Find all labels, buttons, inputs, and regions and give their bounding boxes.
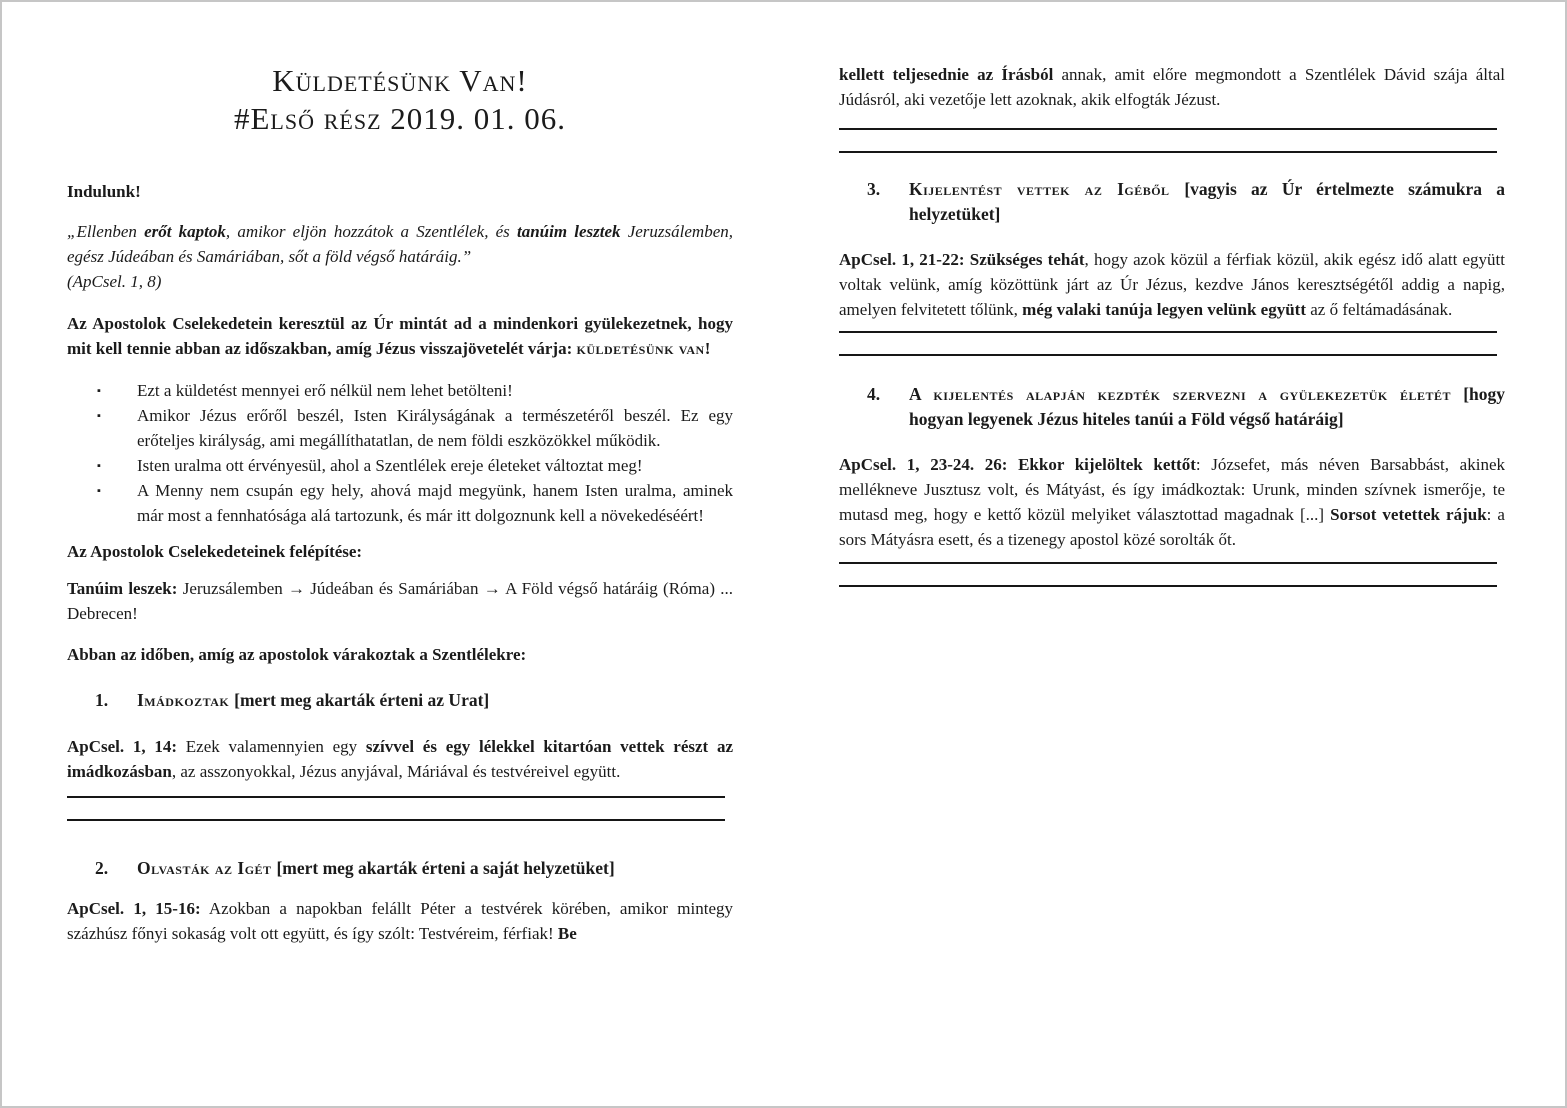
bullet-item	[67, 378, 733, 403]
verse-paragraph-apcsel-1-23-26	[839, 452, 1505, 552]
note-line	[67, 796, 725, 798]
scripture-quote-reference: (ApCsel. 1, 8)	[67, 272, 162, 291]
right-column	[839, 2, 1505, 587]
text-segment: Tanúim leszek:	[67, 579, 178, 598]
title-line-2: #Első rész 2019. 01. 06.	[233, 101, 567, 136]
text-segment: Kijelentést vettek az Igéből	[909, 179, 1185, 199]
text-segment: Azokban a napokban felállt Péter a testvérek körében, amikor mintegy százhúsz főnyi sokaság volt ott együtt, és így szólt: Testvéreim, férfiak!	[67, 899, 733, 943]
text-segment: A kijelentés alapján kezdték szervezni a gyülekezetük életét	[909, 384, 1464, 404]
structure-paragraph	[67, 576, 733, 626]
square-bullet-icon: ▪	[97, 460, 101, 472]
numbered-heading-4-text	[909, 384, 1505, 429]
verse-paragraph-apcsel-1-15-16	[67, 896, 733, 946]
title-line-1: Küldetésünk Van!	[272, 63, 528, 98]
text-segment: ApCsel. 1, 14:	[67, 737, 178, 756]
heading-waiting: Abban az időben, amíg az apostolok várakoztak a Szentlélekre:	[67, 645, 527, 664]
text-segment: [mert meg akarták érteni az Urat]	[234, 690, 490, 710]
text-segment: Jeruzsálemben → Júdeában és Samáriában → A Föld végső határáig (Róma) ... Debrecen!	[67, 579, 733, 623]
bullet-item	[67, 403, 733, 453]
text-segment: még valaki tanúja legyen velünk együtt	[1022, 300, 1306, 319]
text-segment: ApCsel. 1, 21-22: Szükséges tehát	[839, 250, 1085, 269]
numbered-heading-2	[67, 856, 733, 881]
text-segment: Az Apostolok Cselekedetein keresztül az Úr mintát ad a mindenkori gyülekezetnek, hogy mit kell tennie abban az időszakban, amíg Jézus visszajövetelét várja:	[67, 314, 733, 358]
text-segment: Jeruzsálemben, egész Júdeában és Samáriában, sőt a föld végső határáig.”	[67, 222, 733, 266]
numbered-heading-3-text	[909, 179, 1505, 224]
note-line	[839, 151, 1497, 153]
bullet-item	[67, 478, 733, 528]
text-segment: Be	[557, 924, 577, 943]
heading-structure: Az Apostolok Cselekedeteinek felépítése:	[67, 542, 363, 561]
square-bullet-icon: ▪	[97, 385, 101, 397]
numbered-heading-3	[839, 177, 1505, 227]
text-segment: Olvasták az Igét	[137, 858, 277, 878]
list-number-4: 4.	[867, 384, 881, 404]
note-lines-group	[839, 562, 1505, 587]
continued-paragraph	[839, 62, 1505, 112]
note-line	[839, 354, 1497, 356]
left-column	[67, 2, 733, 946]
text-segment: annak, amit előre megmondott a Szentlélek Dávid szája által Júdásról, aki vezetője lett azoknak, akik elfogták Jézust.	[839, 65, 1505, 109]
text-segment: erőt kaptok	[144, 222, 226, 241]
scripture-quote	[67, 219, 733, 269]
numbered-heading-2-text	[137, 858, 615, 878]
text-segment: [hogy hogyan legyenek Jézus hiteles tanúi a Föld végső határáig]	[909, 384, 1505, 429]
note-line	[839, 585, 1497, 587]
text-segment: [vagyis az Úr értelmezte számukra a helyzetüket]	[909, 179, 1505, 224]
bullet-list	[67, 378, 733, 528]
note-lines-group	[839, 128, 1505, 153]
heading-indulunk: Indulunk!	[67, 182, 141, 201]
square-bullet-icon: ▪	[97, 410, 101, 422]
note-lines-group	[67, 796, 733, 821]
note-line	[839, 128, 1497, 130]
bullet-text: A Menny nem csupán egy hely, ahová majd megyünk, hanem Isten uralma, aminek már most a fennhatósága alá tartozunk, és már itt dolgoznunk kell a növekedéséért!	[137, 481, 733, 525]
note-line	[67, 819, 725, 821]
note-lines-group	[839, 331, 1505, 356]
text-segment: ApCsel. 1, 15-16:	[67, 899, 201, 918]
text-segment: : Józsefet, más néven Barsabbást, akinek mellékneve Jusztusz volt, és Mátyást, és így imádkoztak: Urunk, minden szívnek ismerője, te mutasd meg, hogy e kettő közül melyiket választottad magadnak [...]	[839, 455, 1505, 524]
bullet-text: Amikor Jézus erőről beszél, Isten Királyságának a természetéről beszél. Ez egy erőteljes királyság, ami megállíthatatlan, de nem földi eszközökkel működik.	[137, 406, 733, 450]
text-segment: „Ellenben	[67, 222, 145, 241]
text-segment: : a sors Mátyásra esett, és a tizenegy apostol közé sorolták őt.	[839, 505, 1505, 549]
verse-paragraph-apcsel-1-21-22	[839, 247, 1505, 322]
text-segment: , az asszonyokkal, Jézus anyjával, Máriával és testvéreivel együtt.	[171, 762, 621, 781]
text-segment: Imádkoztak	[137, 690, 235, 710]
numbered-heading-1-text	[137, 690, 489, 710]
text-segment: [mert meg akarták érteni a saját helyzetüket]	[276, 858, 615, 878]
list-number-1: 1.	[95, 690, 109, 710]
document-title	[67, 62, 733, 138]
text-segment: az ő feltámadásának.	[1305, 300, 1453, 319]
bullet-text: Isten uralma ott érvényesül, ahol a Szentlélek ereje életeket változtat meg!	[137, 456, 643, 475]
text-segment: kellett teljesednie az Írásból	[839, 65, 1054, 84]
bullet-text: Ezt a küldetést mennyei erő nélkül nem lehet betölteni!	[137, 381, 513, 400]
text-segment: , hogy azok közül a férfiak közül, akik egész idő alatt együtt voltak velünk, amíg közöttünk járt az Úr Jézus, kezdve János keresztségétől addig a napig, amelyen felvitetett tőlünk,	[839, 250, 1505, 319]
list-number-2: 2.	[95, 858, 109, 878]
verse-paragraph-apcsel-1-14	[67, 734, 733, 784]
text-segment: tanúim lesztek	[516, 222, 621, 241]
square-bullet-icon: ▪	[97, 485, 101, 497]
list-number-3: 3.	[867, 179, 881, 199]
text-segment: szívvel és egy lélekkel kitartóan vettek részt az imádkozásban	[67, 737, 733, 781]
text-segment: Sorsot vetettek rájuk	[1330, 505, 1487, 524]
text-segment: , amikor eljön hozzátok a Szentlélek, és	[225, 222, 517, 241]
note-line	[839, 331, 1497, 333]
note-line	[839, 562, 1497, 564]
text-segment: ApCsel. 1, 23-24. 26: Ekkor kijelöltek kettőt	[839, 455, 1196, 474]
text-segment: küldetésünk van!	[576, 339, 711, 358]
text-segment: Ezek valamennyien egy	[177, 737, 366, 756]
numbered-heading-4	[839, 382, 1505, 432]
bullet-item	[67, 453, 733, 478]
numbered-heading-1	[67, 688, 733, 713]
intro-paragraph	[67, 311, 733, 361]
